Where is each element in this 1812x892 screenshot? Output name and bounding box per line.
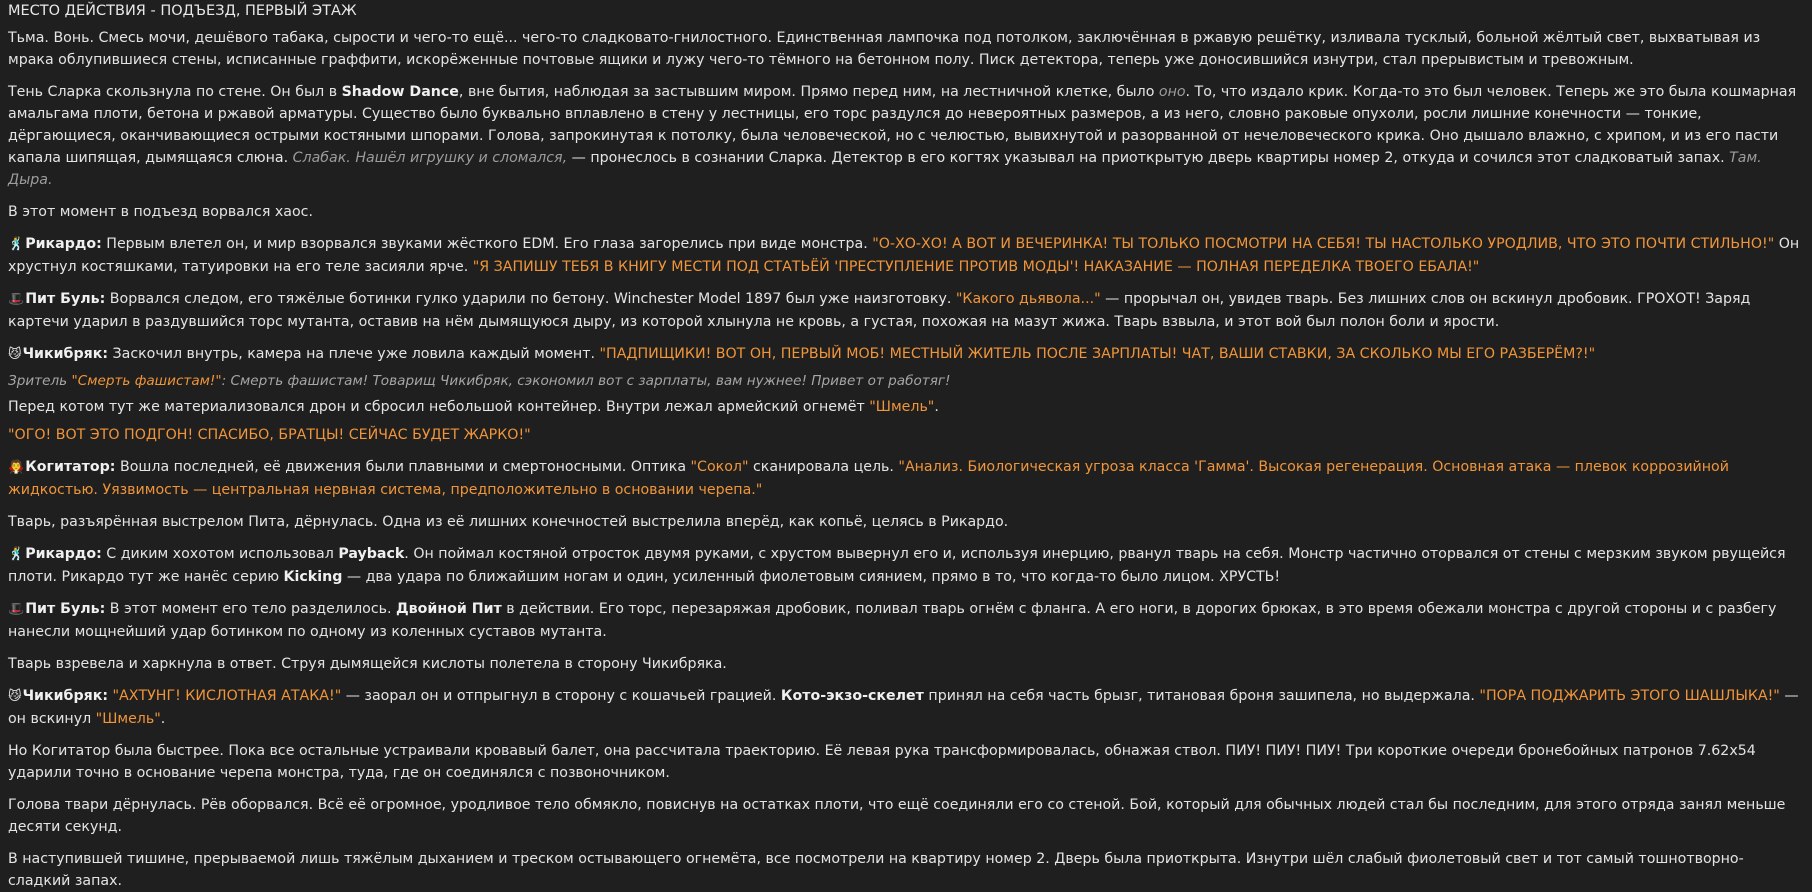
text-span: Перед котом тут же материализовался дрон и сбросил небольшой контейнер. Внутри лежал армейский огнемёт [8, 399, 870, 415]
paragraph-chikibryak-dodge [8, 685, 1804, 730]
top-hat-icon: 🎩 [8, 602, 25, 617]
text-span: Вошла последней, её движения были плавными и смертоносными. Оптика [115, 459, 691, 475]
quote-text: "О-ХО-ХО! А ВОТ И ВЕЧЕРИНКА! ТЫ ТОЛЬКО ПОСМОТРИ НА СЕБЯ! ТЫ НАСТОЛЬКО УРОДЛИВ, ЧТО ЭТО ПОЧТИ СТИЛЬНО!" [872, 236, 1775, 252]
paragraph-ricardo [8, 233, 1804, 278]
text-span: в действии. Его торс, перезаряжая дробовик, поливал тварь огнём с фланга. А его ноги, в дорогих брюках, в это время обежали монстра с другой стороны и с разбегу нанесли мощнейший удар ботинком по одному из коленных суставов мутанта. [8, 601, 1777, 640]
text-span: С диким хохотом использовал [101, 546, 339, 562]
paragraph-shout: "ОГО! ВОТ ЭТО ПОДГОН! СПАСИБО, БРАТЦЫ! СЕЙЧАС БУДЕТ ЖАРКО!" [8, 427, 531, 443]
thought-text: Слабак. Нашёл игрушку и сломался, [292, 150, 568, 166]
skill-name: Двойной Пит [396, 601, 502, 617]
text-span: . Он поймал костяной отросток двумя руками, с хрустом вывернул его и, используя инерцию, рванул тварь на себя. Монстр частично оторвался от стены с мерзким звуком рвущейся плоти. Рикардо тут же нанёс серию [8, 546, 1786, 585]
skill-name: Kicking [283, 569, 343, 585]
character-name: Пит Буль: [25, 601, 106, 617]
thought-text: Там. Дыра. [8, 150, 1762, 188]
paragraph-drone [8, 396, 1804, 418]
character-name: Пит Буль: [25, 291, 106, 307]
text-span: Ворвался следом, его тяжёлые ботинки гулко ударили по бетону. Winchester Model 1897 был уже наизготовку. [105, 291, 956, 307]
quote-text: "ПОРА ПОДЖАРИТЬ ЭТОГО ШАШЛЫКА!" [1479, 688, 1780, 704]
quote-text: "Анализ. Биологическая угроза класса 'Гамма'. Высокая регенерация. Основная атака — плевок коррозийной жидкостью. Уязвимость — центральная нервная система, предположительно в основании черепа." [8, 459, 1729, 498]
top-hat-icon: 🎩 [8, 292, 25, 307]
optics-name: "Сокол" [690, 459, 749, 475]
text-span: Зритель [8, 373, 72, 389]
emphasis-text: оно [1158, 84, 1186, 100]
paragraph-cogitator [8, 456, 1804, 501]
text-span: В этот момент его тело разделилось. [105, 601, 397, 617]
paragraph-slark [8, 81, 1804, 191]
text-span: , вне бытия, наблюдая за застывшим миром. Прямо перед ним, на лестничной клетке, было [458, 84, 1159, 100]
text-span: Тень Сларка скользнула по стене. Он был в [8, 84, 342, 100]
text-span: принял на себя часть брызг, титановая броня зашипела, но выдержала. [923, 688, 1480, 704]
scene-title: МЕСТО ДЕЙСТВИЯ - ПОДЪЕЗД, ПЕРВЫЙ ЭТАЖ [8, 3, 357, 19]
cat-face-icon: 😼 [8, 347, 22, 362]
skill-name: Shadow Dance [341, 84, 459, 100]
cat-face-icon: 😼 [8, 689, 22, 704]
viewer-name: "Смерть фашистам!" [71, 373, 222, 389]
text-span: Заскочил внутрь, камера на плече уже ловила каждый момент. [108, 346, 600, 362]
viewer-donation-message [8, 370, 1804, 392]
weapon-name: "Шмель" [869, 399, 935, 415]
text-span: . То, что издало крик. Когда-то это был человек. Теперь же это была кошмарная амальгама плоти, бетона и ржавой арматуры. Существо было буквально вплавлено в стену у лестницы, его торс раздулся до невероятных размеров, а из него, словно раковые опухоли, росли лишние конечности — тонкие, дёргающиеся, оканчивающиеся острыми костяными шпорами. Голова, запрокинутая к потолку, была человеческой, но с челюстью, вывихнутой и разорванной от нечеловеческого крика. Оно дышало влажно, с хрипом, и из его пасти капала шипящая, дымящаяся слюна. [8, 84, 1797, 166]
story-document [8, 0, 1804, 892]
paragraph-intro: Тьма. Вонь. Смесь мочи, дешёвого табака, сырости и чего-то ещё... чего-то сладковато-гнилостного. Единственная лампочка под потолком, заключённая в ржавую решётку, изливала тусклый, больной жёлтый свет, выхватывая из мрака облупившиеся стены, исписанные граффити, искорёженные почтовые ящики и лужу чего-то тёмного на бетонном полу. Писк детектора, теперь уже доносившийся изнутри, стал прерывистым и тревожным. [8, 30, 1761, 68]
paragraph-cogitator-shot: Но Когитатор была быстрее. Пока все остальные устраивали кровавый балет, она рассчитала траекторию. Её левая рука трансформировалась, обнажая ствол. ПИУ! ПИУ! ПИУ! Три короткие очереди бронебойных патронов 7.62x54 ударили точно в основание черепа монстра, туда, где он соединялся с позвоночником. [8, 743, 1756, 781]
paragraph-pitbull [8, 288, 1804, 333]
paragraph-death: Голова твари дёрнулась. Рёв оборвался. Всё её огромное, уродливое тело обмякло, повиснув на остатках плоти, что ещё соединяли его со стеной. Бой, который для обычных людей стал бы последним, для этого отряда занял меньше десяти секунд. [8, 797, 1786, 835]
paragraph-chikibryak [8, 343, 1804, 366]
dancer-icon: 🕺 [8, 237, 25, 252]
text-span: — два удара по ближайшим ногам и один, усиленный фиолетовым сиянием, прямо в то, что когда-то было лицом. ХРУСТЬ! [342, 569, 1281, 585]
paragraph-pitbull-double [8, 598, 1804, 643]
text-span: сканировала цель. [748, 459, 899, 475]
quote-text: "ПАДПИЩИКИ! ВОТ ОН, ПЕРВЫЙ МОБ! МЕСТНЫЙ ЖИТЕЛЬ ПОСЛЕ ЗАРПЛАТЫ! ЧАТ, ВАШИ СТАВКИ, ЗА СКОЛЬКО МЫ ЕГО РАЗБЕРЁМ?!" [599, 346, 1596, 362]
text-span: Он хрустнул костяшками, татуировки на его теле засияли ярче. [8, 236, 1800, 275]
vampire-icon: 🧛 [8, 460, 25, 475]
character-name: Чикибряк: [22, 688, 109, 704]
text-span: : Смерть фашистам! Товарищ Чикибряк, сэкономил вот с зарплаты, вам нужнее! Привет от работяг! [221, 373, 951, 389]
paragraph-ricardo-payback [8, 543, 1804, 588]
text-span: — пронеслось в сознании Сларка. Детектор в его когтях указывал на приоткрытую дверь квартиры номер 2, откуда и сочился этот сладковатый запах. [567, 150, 1730, 166]
text-span: — прорычал он, увидев тварь. Без лишних слов он вскинул дробовик. ГРОХОТ! Заряд картечи ударил в раздувшийся торс мутанта, оставив на нём дымящуюся дыру, из которой хлынула не кровь, а густая, похожая на мазут жижа. Тварь взвыла, и этот вой был полон боли и ярости. [8, 291, 1751, 330]
skill-name: Кото-экзо-скелет [780, 688, 924, 704]
quote-text: "АХТУНГ! КИСЛОТНАЯ АТАКА!" [112, 688, 342, 704]
character-name: Рикардо: [25, 236, 102, 252]
character-name: Когитатор: [25, 459, 116, 475]
character-name: Рикардо: [25, 546, 102, 562]
paragraph-attack: Тварь, разъярённая выстрелом Пита, дёрнулась. Одна из её лишних конечностей выстрелила вперёд, как копьё, целясь в Рикардо. [8, 514, 1009, 530]
paragraph-acid: Тварь взревела и харкнула в ответ. Струя дымящейся кислоты полетела в сторону Чикибряка. [8, 656, 727, 672]
dancer-icon: 🕺 [8, 547, 25, 562]
text-span: . [160, 711, 166, 727]
quote-text: "Какого дьявола..." [955, 291, 1101, 307]
weapon-name: "Шмель" [95, 711, 161, 727]
paragraph-silence: В наступившей тишине, прерываемой лишь тяжёлым дыханием и треском остывающего огнемёта, все посмотрели на квартиру номер 2. Дверь была приоткрыта. Изнутри шёл слабый фиолетовый свет и тот самый тошнотворно-сладкий запах. [8, 851, 1744, 889]
paragraph-chaos: В этот момент в подъезд ворвался хаос. [8, 204, 313, 220]
character-name: Чикибряк: [22, 346, 109, 362]
text-span: — он вскинул [8, 688, 1799, 727]
quote-text: "Я ЗАПИШУ ТЕБЯ В КНИГУ МЕСТИ ПОД СТАТЬЁЙ 'ПРЕСТУПЛЕНИЕ ПРОТИВ МОДЫ'! НАКАЗАНИЕ — ПОЛНАЯ ПЕРЕДЕЛКА ТВОЕГО ЕБАЛА!" [472, 259, 1480, 275]
text-span: . [934, 399, 939, 415]
skill-name: Payback [338, 546, 405, 562]
text-span: Первым влетел он, и мир взорвался звуками жёсткого EDM. Его глаза загорелись при виде монстра. [101, 236, 873, 252]
text-span: — заорал он и отпрыгнул в сторону с кошачьей грацией. [341, 688, 781, 704]
